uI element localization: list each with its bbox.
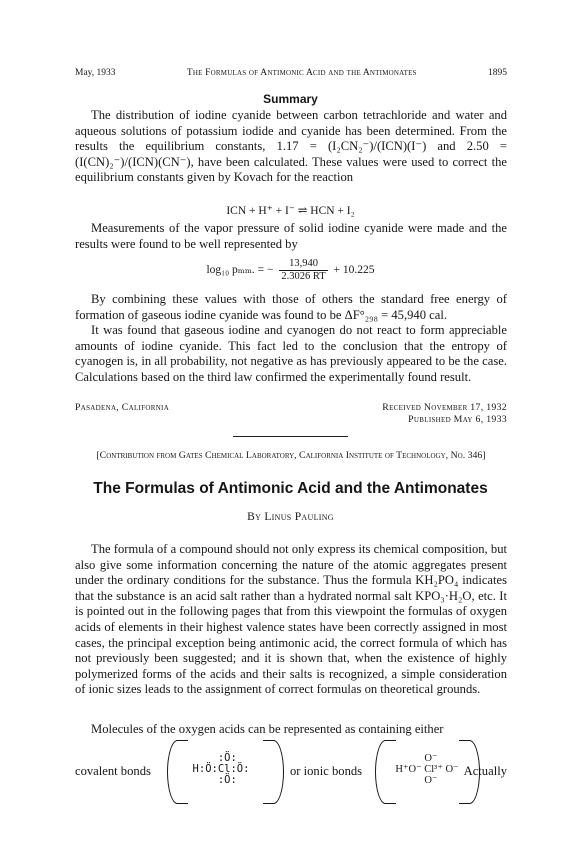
actually-text: Actually [463,764,507,778]
received-date: Received November 17, 1932 [382,402,507,413]
summary-paragraph-2: Measurements of the vapor pressure of solid iodine cyanide were made and the results were found to be well represented by [75,221,507,251]
covalent-structure: :Ö: H:Ö:Cl:Ö: :Ö: [192,752,250,786]
eq2-fraction [279,258,327,283]
section-divider [233,436,348,437]
affiliation-location: Pasadena, California [75,402,170,413]
eq2-denominator: 2.3026 RT [281,271,326,282]
article-paragraph-2: Molecules of the oxygen acids can be represented as containing either [91,722,444,736]
summary-paragraph-3: By combining these values with those of others the standard free energy of formation of gaseous iodine cyanide was found to be ΔF°₂₉₈ = 45,940 cal. [75,292,507,322]
covalent-bonds-label: covalent bonds [75,764,151,778]
bond-representation-line [75,740,507,810]
article-title: The Formulas of Antimonic Acid and the Antimonates [93,480,488,497]
header-running-title: The Formulas of Antimonic Acid and the Antimonates [186,68,417,78]
eq2-rhs: + 10.225 [333,264,375,277]
ionic-bonds-label: or ionic bonds [290,764,363,778]
summary-paragraph-1: The distribution of iodine cyanide between carbon tetrachloride and water and aqueous solutions of potassium iodide and cyanide has been determined. From the results the equilibrium constants, 1.17 = (I₂CN₂⁻)/(ICN)(I⁻) and 2.50 = (I(CN)₂⁻)/(ICN)(CN⁻), have been calculated. These values were used to correct the equilibrium constants given by Kovach for the reaction [75,108,507,185]
header-date: May, 1933 [75,68,116,78]
published-date: Published May 6, 1933 [408,414,507,425]
eq2-numerator: 13,940 [279,258,327,271]
eq2-lhs: log₁₀ pₘₘ. = − [206,264,274,277]
contribution-note: [Contribution from Gates Chemical Laboratory, California Institute of Technology, No. 346] [96,450,486,461]
summary-heading: Summary [263,92,318,106]
right-paren-covalent [263,740,284,804]
summary-paragraph-4: It was found that gaseous iodine and cyanogen do not react to form appreciable amounts of iodine cyanide. This fact led to the conclusion that the entropy of cyanogen is, in all probability, not negative as has previously appeared to be the case. Calculations based on the third law confirmed the experimentally found result. [75,323,507,384]
equation-reaction: ICN + H⁺ + I⁻ ⇌ HCN + I₂ [226,205,355,217]
article-author: By Linus Pauling [247,511,334,523]
equation-vapor-pressure [0,258,581,283]
running-header [75,68,507,78]
header-page-number: 1895 [487,68,507,78]
article-paragraph-1: The formula of a compound should not only express its chemical composition, but also give some information concerning the nature of the atomic aggregates present under the ordinary conditions for the substance. Thus the formula KH₂PO₄ indicates that the substance is an acid salt rather than a hydrated normal salt KPO₃·H₂O, etc. It is pointed out in the following pages that from this viewpoint the formulas of oxygen acids of elements in their highest valence states have been correctly assigned in most cases, the principal exception being antimonic acid, the correct formula of which has not previously been suggested; and it is shown that, when the existence of highly polymerized forms of the acids and their salts is recognized, a simple consideration of ionic sizes leads to the assignment of correct formulas on theoretical grounds. [75,542,507,697]
ionic-structure: O⁻ H⁺O⁻ Cl³⁺ O⁻ O⁻ [395,753,459,786]
